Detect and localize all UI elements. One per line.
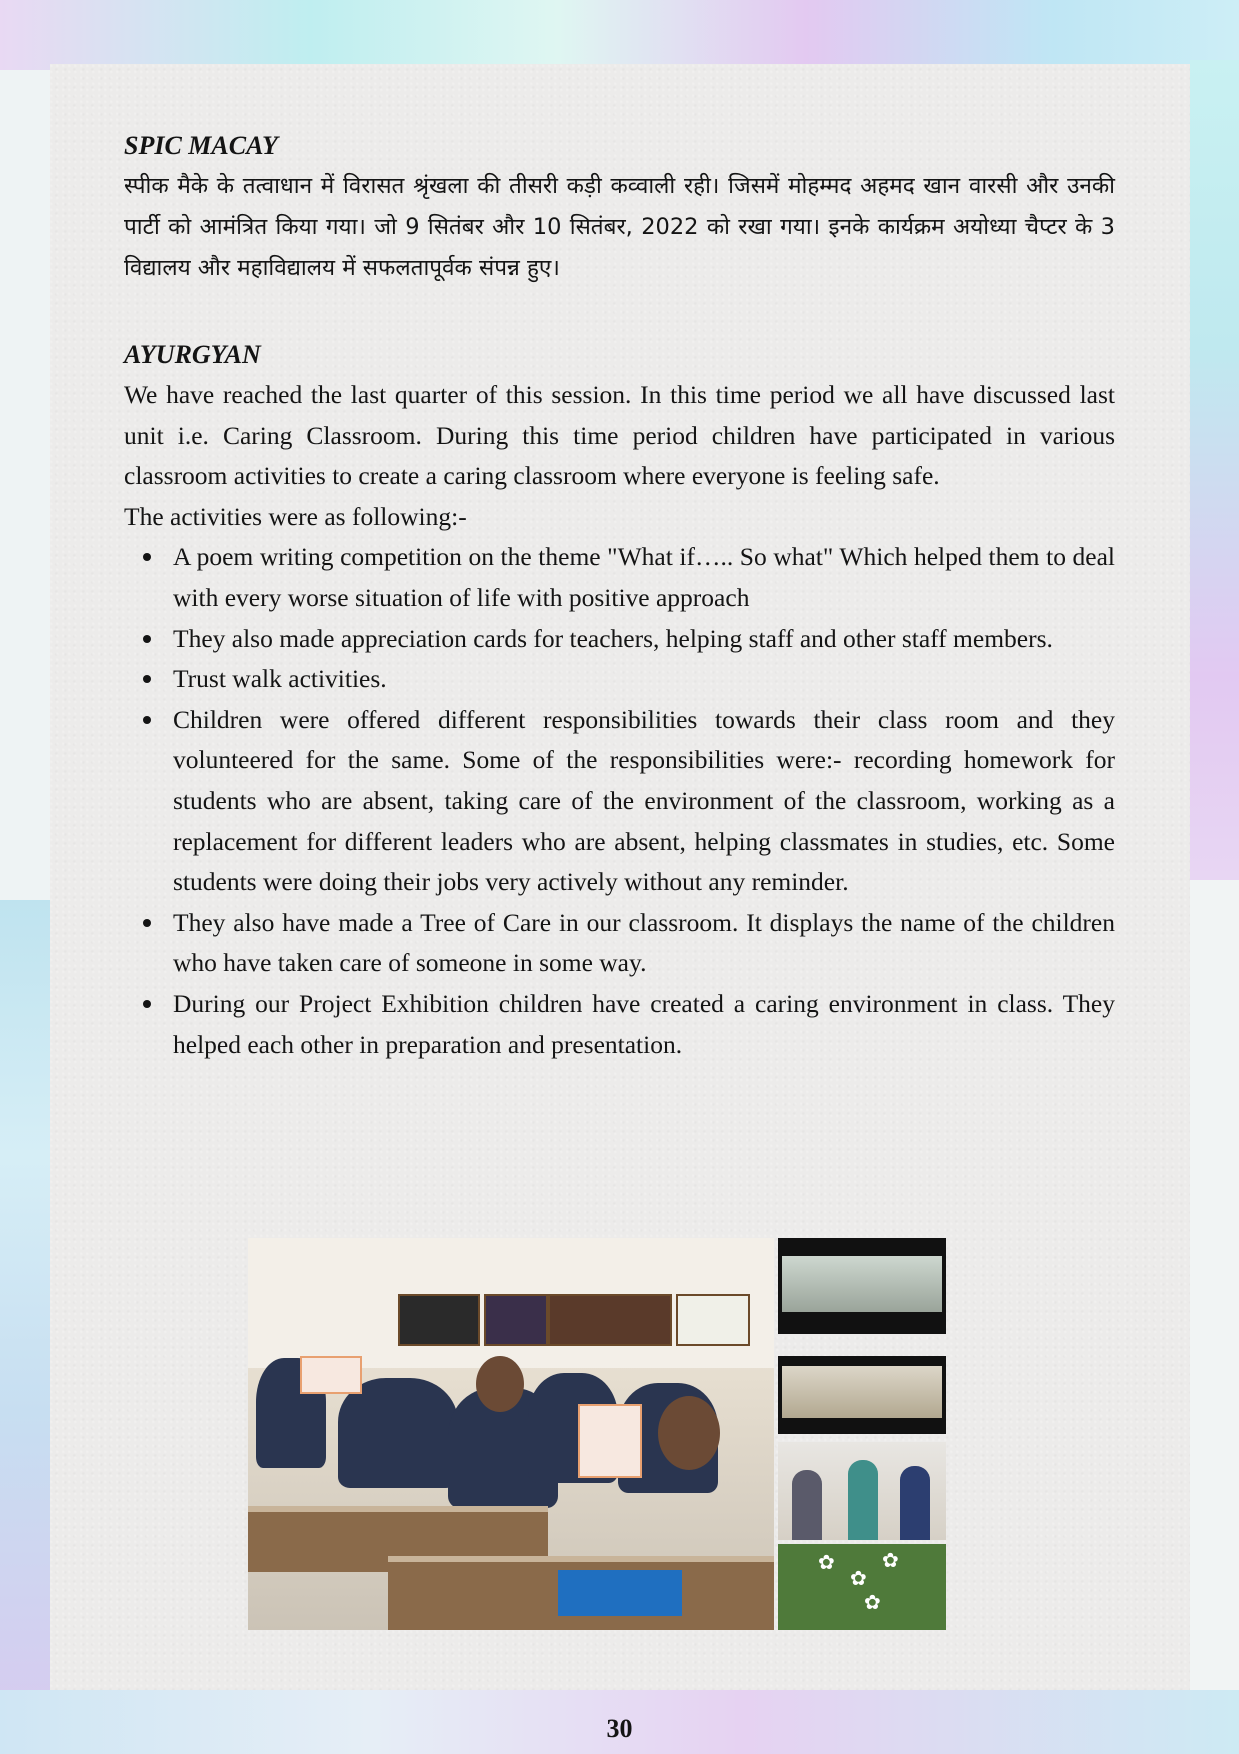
ayurgyan-activities-lead: The activities were as following:- xyxy=(124,501,467,531)
list-item xyxy=(173,984,1115,1065)
decorative-right-wash xyxy=(1190,60,1239,880)
teachers-photo-thumb xyxy=(778,1442,946,1540)
list-item xyxy=(173,619,1115,660)
bullet-icon xyxy=(143,553,151,561)
student xyxy=(338,1378,458,1488)
ayurgyan-section xyxy=(124,335,1115,1065)
list-item-text: Children were offered different responsibilities towards their class room and they volunteered for the same. Some of the responsibilities were:- recording homework for students who are absent, taking care of the environment of the classroom, working as a replacement for different leaders who are absent, helping classmates in studies, etc. Some students were doing their jobs very actively without any reminder. xyxy=(173,704,1115,897)
list-item-text: Trust walk activities. xyxy=(173,664,387,694)
list-item xyxy=(173,903,1115,984)
list-item xyxy=(173,537,1115,618)
person-figure xyxy=(792,1470,822,1540)
person-figure xyxy=(848,1460,878,1540)
appreciation-card xyxy=(300,1356,362,1394)
ayurgyan-heading: AYURGYAN xyxy=(124,340,261,369)
decorative-right-margin xyxy=(1190,880,1239,1754)
decorative-top-wash xyxy=(0,0,1239,70)
appreciation-card xyxy=(578,1404,642,1478)
flower-icon: ✿ xyxy=(882,1548,899,1572)
classroom-photo-thumb xyxy=(778,1356,946,1434)
list-item-text: They also made appreciation cards for teachers, helping staff and other staff members. xyxy=(173,623,1053,653)
project-sheet xyxy=(558,1570,682,1616)
flower-icon: ✿ xyxy=(864,1590,881,1614)
flower-icon: ✿ xyxy=(818,1550,835,1574)
wall-chart xyxy=(548,1294,672,1346)
classroom-photo-thumb xyxy=(778,1238,946,1334)
tree-of-care-photo-thumb xyxy=(778,1544,946,1630)
page-content xyxy=(124,126,1115,1065)
wall-chart xyxy=(398,1294,480,1346)
spic-macay-body: स्पीक मैके के तत्वाधान में विरासत श्रृंखला की तीसरी कड़ी कव्वाली रही। जिसमें मोहम्मद अहमद खान वारसी और उनकी पार्टी को आमंत्रित किया गया। जो 9 सितंबर और 10 सितंबर, 2022 को रखा गया। इनके कार्यक्रम अयोध्या चैप्टर के 3 विद्यालय और महाविद्यालय में सफलतापूर्वक संपन्न हुए। xyxy=(124,173,1115,281)
list-item-text: A poem writing competition on the theme "What if….. So what" Which helped them to deal with every worse situation of life with positive approach xyxy=(173,542,1115,612)
student-head xyxy=(476,1356,524,1412)
bullet-icon xyxy=(143,919,151,927)
section-gap xyxy=(124,289,1115,335)
wall-chart xyxy=(676,1294,750,1346)
student-head xyxy=(658,1396,720,1470)
page-number: 30 xyxy=(606,1714,633,1743)
wall-chart xyxy=(484,1294,548,1346)
photo-collage xyxy=(248,1238,946,1630)
bullet-icon xyxy=(143,675,151,683)
list-item xyxy=(173,700,1115,903)
person-figure xyxy=(900,1466,930,1540)
bullet-icon xyxy=(143,716,151,724)
list-item-text: During our Project Exhibition children have created a caring environment in class. They helped each other in preparation and presentation. xyxy=(173,988,1115,1059)
classroom-photo xyxy=(248,1238,774,1630)
bullet-icon xyxy=(143,1000,151,1008)
photo-content xyxy=(782,1366,942,1418)
flower-icon: ✿ xyxy=(850,1566,867,1590)
decorative-left-wash xyxy=(0,900,52,1754)
spic-macay-section xyxy=(124,126,1115,289)
list-item-text: They also have made a Tree of Care in our classroom. It displays the name of the children who have taken care of someone in some way. xyxy=(173,907,1115,978)
photo-content xyxy=(782,1256,942,1312)
activity-list xyxy=(124,537,1115,1065)
list-item xyxy=(173,659,1115,700)
bullet-icon xyxy=(143,635,151,643)
ayurgyan-intro: We have reached the last quarter of this session. In this time period we all have discussed last unit i.e. Caring Classroom. During this time period children have participated in various classroom activities to create a caring classroom where everyone is feeling safe. xyxy=(124,380,1115,491)
spic-macay-heading: SPIC MACAY xyxy=(124,131,278,160)
